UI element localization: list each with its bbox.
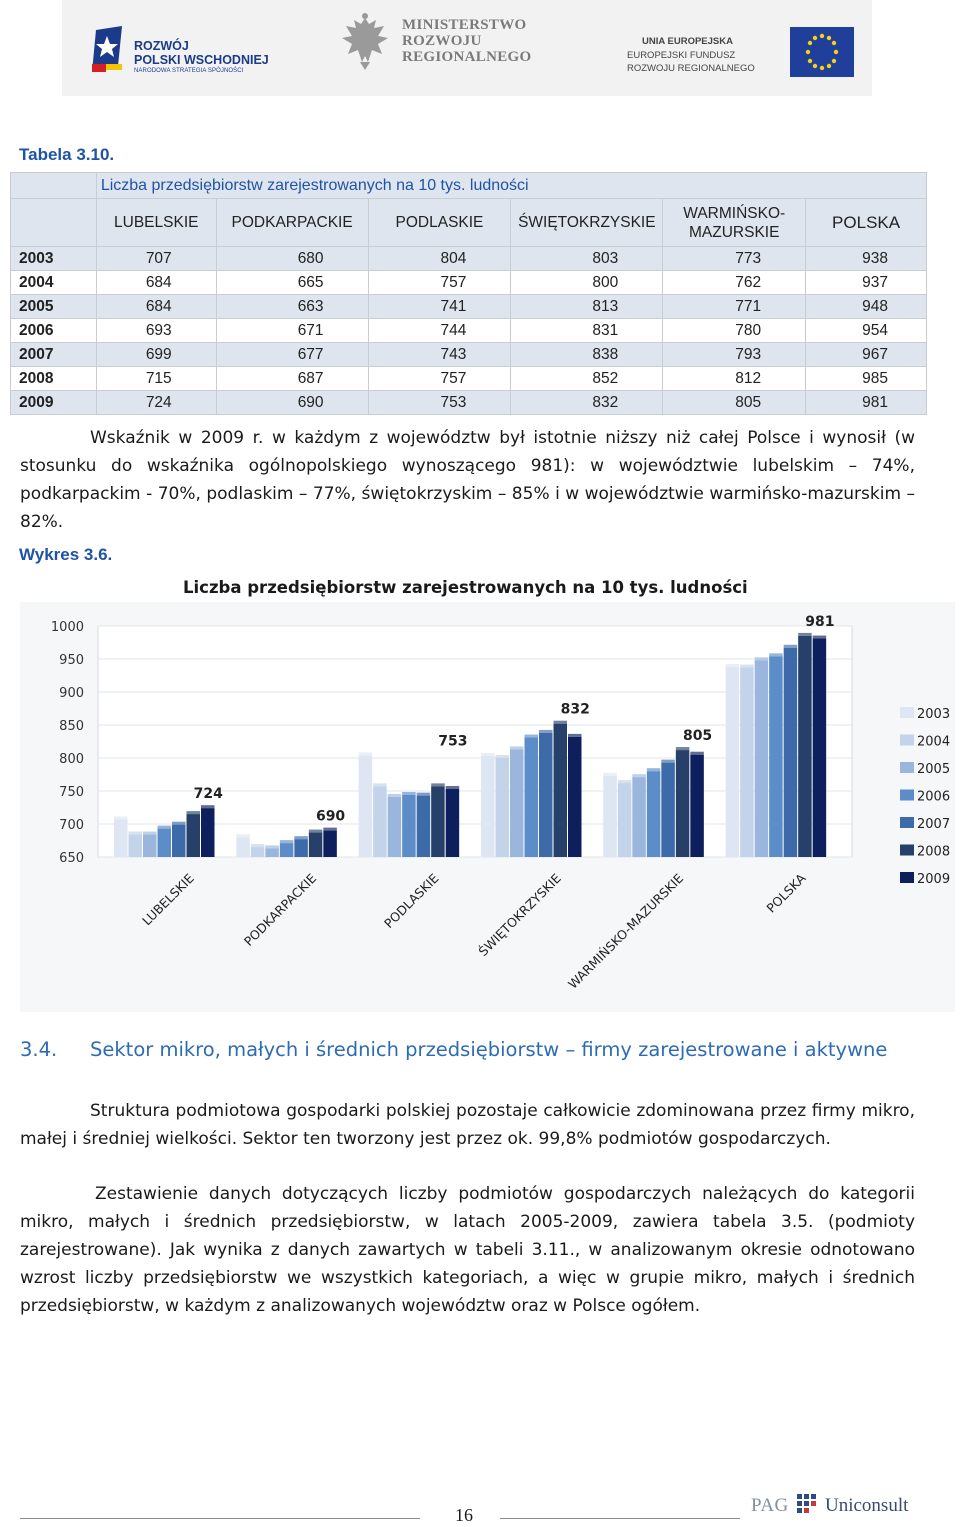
bar-top <box>603 773 617 776</box>
value-cell: 741 <box>368 295 511 319</box>
value-cell: 757 <box>368 367 511 391</box>
value-cell: 687 <box>216 367 368 391</box>
column-header: PODLASKIE <box>368 199 511 247</box>
bar-top <box>510 746 524 749</box>
bar-top <box>373 783 387 786</box>
value-cell: 724 <box>96 391 216 415</box>
data-label: 753 <box>438 733 468 750</box>
value-cell: 813 <box>511 295 663 319</box>
data-label: 832 <box>560 701 590 718</box>
bar <box>280 843 294 857</box>
paragraph-text: Struktura podmiotowa gospodarki polskiej pozostaje całkowicie zdominowana przez firmy mikro, małej i średniej wielkości. Sektor ten tworzony jest przez ok. 99,8% podmiotów gospodarczych. <box>20 1101 915 1149</box>
bar-top <box>265 845 279 848</box>
value-cell: 948 <box>806 295 927 319</box>
bar <box>359 755 373 857</box>
bar-top <box>647 768 661 771</box>
bar <box>158 829 172 857</box>
bar-top <box>402 792 416 795</box>
bar <box>539 733 553 857</box>
legend-swatch <box>900 762 914 773</box>
paragraph-text: Wskaźnik w 2009 r. w każdym z województw był istotnie niższy niż całej Polsce i wynosił (w stosunku do wskaźnika ogólnopolskiego wynoszącego 981): w województwie lubelskim – 74%, podkarpackim - 70%, podlaskim – 77%, świętokrzyskim – 85% i w województwie warmińsko-mazurskim – 82%. <box>20 428 915 532</box>
y-tick-label: 850 <box>59 719 84 734</box>
value-cell: 937 <box>806 271 927 295</box>
bar <box>431 786 445 857</box>
bar <box>632 777 646 857</box>
bar <box>496 758 510 857</box>
bar-top <box>143 832 157 835</box>
paragraph-structure <box>20 1097 915 1153</box>
category-label: PODLASKIE <box>381 870 442 931</box>
bar-top <box>661 760 675 763</box>
bar <box>236 837 250 857</box>
rozwoj-polski-wschodniej-logo <box>92 22 292 78</box>
bar-top <box>784 645 798 648</box>
bar <box>618 783 632 857</box>
section-title: Sektor mikro, małych i średnich przedsiębiorstw – firmy zarejestrowane i aktywne <box>90 1038 888 1061</box>
bar <box>661 763 675 857</box>
bar-top <box>172 822 186 825</box>
value-cell: 954 <box>806 319 927 343</box>
bar <box>251 847 264 857</box>
mrr-logo-line2: ROZWOJU <box>402 33 482 49</box>
bar-top <box>294 836 308 839</box>
bar-top <box>813 636 827 639</box>
table-body <box>11 247 927 415</box>
bar <box>784 648 798 857</box>
bar-top <box>446 786 460 789</box>
bar-top <box>129 832 143 835</box>
value-cell: 852 <box>511 367 663 391</box>
data-label: 981 <box>805 613 835 630</box>
value-cell: 753 <box>368 391 511 415</box>
value-cell: 804 <box>368 247 511 271</box>
table-row <box>11 295 927 319</box>
year-cell: 2006 <box>11 319 97 343</box>
category-label: ŚWIĘTOKRZYSKIE <box>475 870 564 960</box>
footer-rule-right <box>500 1518 740 1519</box>
bar <box>265 848 279 857</box>
data-label: 805 <box>682 728 713 745</box>
legend-swatch <box>900 845 914 856</box>
value-cell: 743 <box>368 343 511 367</box>
bar <box>402 795 416 857</box>
column-header-warminsko <box>663 199 806 247</box>
table-row <box>11 343 927 367</box>
value-cell: 757 <box>368 271 511 295</box>
paragraph-text: Zestawienie danych dotyczących liczby podmiotów gospodarczych należących do kategorii mikro, małych i średnich przedsiębiorstw, w latach 2005-2009, zawiera tabela 3.5. (podmioty zarejestrowane). Jak wynika z danych zawartych w tabeli 3.11., w analizowanym okresie odnotowano wzrost liczby przedsiębiorstw we wszystkich kategoriach, a więc w grupie mikro, małych i średnich przedsiębiorstw, w każdym z analizowanych województw oraz w Polsce ogółem. <box>20 1184 915 1316</box>
year-cell: 2003 <box>11 247 97 271</box>
bar <box>201 808 215 857</box>
table-header-corner <box>11 199 97 247</box>
eu-logo-line2: EUROPEJSKI FUNDUSZ <box>627 50 736 61</box>
table-title-spacer <box>11 173 97 199</box>
bar-top <box>676 747 690 750</box>
bar-top <box>236 834 250 837</box>
y-tick-label: 800 <box>59 752 84 767</box>
pag-uniconsult-logo <box>751 1490 921 1522</box>
bar-top <box>431 783 445 786</box>
table-row <box>11 391 927 415</box>
ppw-logo-line3: NARODOWA STRATEGIA SPÓJNOŚCI <box>134 68 244 74</box>
bar <box>568 737 582 857</box>
legend-label: 2006 <box>917 789 951 805</box>
bar-top <box>568 734 582 737</box>
y-tick-label: 900 <box>59 686 84 701</box>
bar <box>676 750 690 857</box>
bar <box>603 776 617 857</box>
bar-top <box>481 753 495 756</box>
y-tick-label: 700 <box>59 818 84 833</box>
bar <box>647 771 661 857</box>
bar <box>813 639 827 857</box>
bar <box>309 833 323 857</box>
column-header: POLSKA <box>806 199 927 247</box>
pag-dots-icon <box>795 1490 823 1516</box>
value-cell: 793 <box>663 343 806 367</box>
y-tick-label: 650 <box>59 851 84 866</box>
value-cell: 677 <box>216 343 368 367</box>
category-label: LUBELSKIE <box>139 870 197 929</box>
category-label: WARMIŃSKO-MAZURSKIE <box>565 870 687 992</box>
bar <box>294 839 308 857</box>
value-cell: 663 <box>216 295 368 319</box>
table-row <box>11 319 927 343</box>
eagle-emblem-icon <box>338 12 392 72</box>
column-header-line: WARMIŃSKO- <box>683 204 786 222</box>
bar <box>114 819 128 857</box>
legend-label: 2004 <box>917 734 951 750</box>
value-cell: 680 <box>216 247 368 271</box>
value-cell: 707 <box>96 247 216 271</box>
legend-label: 2005 <box>917 762 951 777</box>
value-cell: 838 <box>511 343 663 367</box>
bar-top <box>690 752 704 755</box>
bar <box>726 667 740 857</box>
paragraph-summary <box>20 1180 915 1320</box>
bar-top <box>114 816 128 819</box>
column-header: PODKARPACKIE <box>216 199 368 247</box>
value-cell: 985 <box>806 367 927 391</box>
legend-label: 2007 <box>917 817 951 832</box>
bar-top <box>417 793 431 796</box>
legend-swatch <box>900 790 914 801</box>
bar <box>755 660 769 857</box>
value-cell: 715 <box>96 367 216 391</box>
table-row <box>11 367 927 391</box>
value-cell: 773 <box>663 247 806 271</box>
eu-flag-icon <box>790 27 854 77</box>
bar-chart-svg <box>20 602 955 1012</box>
legend-swatch <box>900 817 914 828</box>
table-row <box>11 247 927 271</box>
bar <box>187 814 201 857</box>
bar-top <box>251 844 264 847</box>
y-tick-label: 1000 <box>50 620 84 635</box>
bar-top <box>201 805 215 808</box>
ppw-star-icon <box>92 26 126 72</box>
page-number: 16 <box>455 1505 473 1525</box>
paragraph-indicator <box>20 424 915 536</box>
ministerstwo-logo <box>338 12 558 72</box>
value-cell: 699 <box>96 343 216 367</box>
legend-swatch <box>900 707 914 718</box>
value-cell: 938 <box>806 247 927 271</box>
pag-logo-text: PAG <box>751 1495 789 1516</box>
year-cell: 2007 <box>11 343 97 367</box>
legend-label: 2009 <box>917 872 951 887</box>
bar-top <box>618 780 632 783</box>
value-cell: 981 <box>806 391 927 415</box>
chart-caption: Wykres 3.6. <box>19 545 113 564</box>
bar <box>481 756 495 857</box>
value-cell: 684 <box>96 295 216 319</box>
value-cell: 744 <box>368 319 511 343</box>
legend-label: 2008 <box>917 844 951 860</box>
y-tick-label: 750 <box>59 785 84 800</box>
section-number: 3.4. <box>20 1038 58 1061</box>
bar-top <box>280 840 294 843</box>
footer-rule-left <box>20 1518 420 1519</box>
legend-label: 2003 <box>917 707 951 722</box>
mrr-logo-line3: REGIONALNEGO <box>402 49 532 65</box>
bar-top <box>554 721 568 724</box>
data-label: 690 <box>315 808 346 825</box>
column-header-line: MAZURSKIE <box>689 223 780 241</box>
bar-top <box>798 633 812 636</box>
bar-top <box>359 752 373 755</box>
enterprises-table <box>10 172 927 415</box>
legend-swatch <box>900 872 914 883</box>
value-cell: 690 <box>216 391 368 415</box>
eu-fund-logo <box>622 24 862 80</box>
bar-top <box>769 653 783 656</box>
value-cell: 832 <box>511 391 663 415</box>
data-label: 724 <box>193 786 223 803</box>
bar <box>417 796 431 857</box>
uniconsult-logo-text: Uniconsult <box>825 1495 909 1516</box>
bar <box>525 738 539 857</box>
bar <box>172 825 186 857</box>
bar <box>388 797 402 857</box>
value-cell: 671 <box>216 319 368 343</box>
year-cell: 2009 <box>11 391 97 415</box>
bar-top <box>740 665 754 668</box>
value-cell: 803 <box>511 247 663 271</box>
chart-title: Liczba przedsiębiorstw zarejestrowanych na 10 tys. ludności <box>183 578 748 597</box>
bar <box>690 755 704 857</box>
value-cell: 780 <box>663 319 806 343</box>
bar-top <box>539 730 553 733</box>
section-heading <box>20 1036 915 1064</box>
value-cell: 967 <box>806 343 927 367</box>
bar <box>129 835 143 857</box>
bar-top <box>632 774 646 777</box>
legend-swatch <box>900 735 914 746</box>
column-header: ŚWIĘTOKRZYSKIE <box>511 199 663 247</box>
bar-top <box>496 755 510 758</box>
bar-top <box>388 794 402 797</box>
bar <box>323 831 337 857</box>
eu-logo-line1: UNIA EUROPEJSKA <box>642 36 733 47</box>
value-cell: 831 <box>511 319 663 343</box>
bar <box>510 749 524 857</box>
value-cell: 805 <box>663 391 806 415</box>
bar <box>446 789 460 857</box>
ppw-logo-line2: POLSKI WSCHODNIEJ <box>134 53 269 67</box>
bar-top <box>323 828 337 831</box>
bar <box>769 656 783 857</box>
table-caption: Tabela 3.10. <box>19 145 115 164</box>
bar <box>554 724 568 857</box>
year-cell: 2004 <box>11 271 97 295</box>
y-tick-label: 950 <box>59 653 84 668</box>
bar-top <box>309 830 323 833</box>
value-cell: 771 <box>663 295 806 319</box>
value-cell: 693 <box>96 319 216 343</box>
bar <box>143 835 157 857</box>
ppw-logo-line1: ROZWÓJ <box>134 39 189 53</box>
column-header: LUBELSKIE <box>96 199 216 247</box>
value-cell: 762 <box>663 271 806 295</box>
value-cell: 665 <box>216 271 368 295</box>
category-label: PODKARPACKIE <box>240 870 320 949</box>
bar-top <box>755 657 769 660</box>
year-cell: 2005 <box>11 295 97 319</box>
value-cell: 800 <box>511 271 663 295</box>
value-cell: 812 <box>663 367 806 391</box>
table-title: Liczba przedsiębiorstw zarejestrowanych na 10 tys. ludności <box>96 173 926 199</box>
eu-logo-line3: ROZWOJU REGIONALNEGO <box>627 63 755 74</box>
mrr-logo-line1: MINISTERSTWO <box>402 17 527 33</box>
year-cell: 2008 <box>11 367 97 391</box>
value-cell: 684 <box>96 271 216 295</box>
bar-top <box>187 811 201 814</box>
bar <box>798 636 812 857</box>
bar-chart <box>20 602 955 1012</box>
category-label: POLSKA <box>763 870 809 916</box>
bar <box>740 668 754 857</box>
bar-top <box>158 826 172 829</box>
bar-top <box>525 735 539 738</box>
header-logo-bar <box>62 0 872 96</box>
bar-top <box>726 664 740 667</box>
bar <box>373 786 387 857</box>
table-row <box>11 271 927 295</box>
